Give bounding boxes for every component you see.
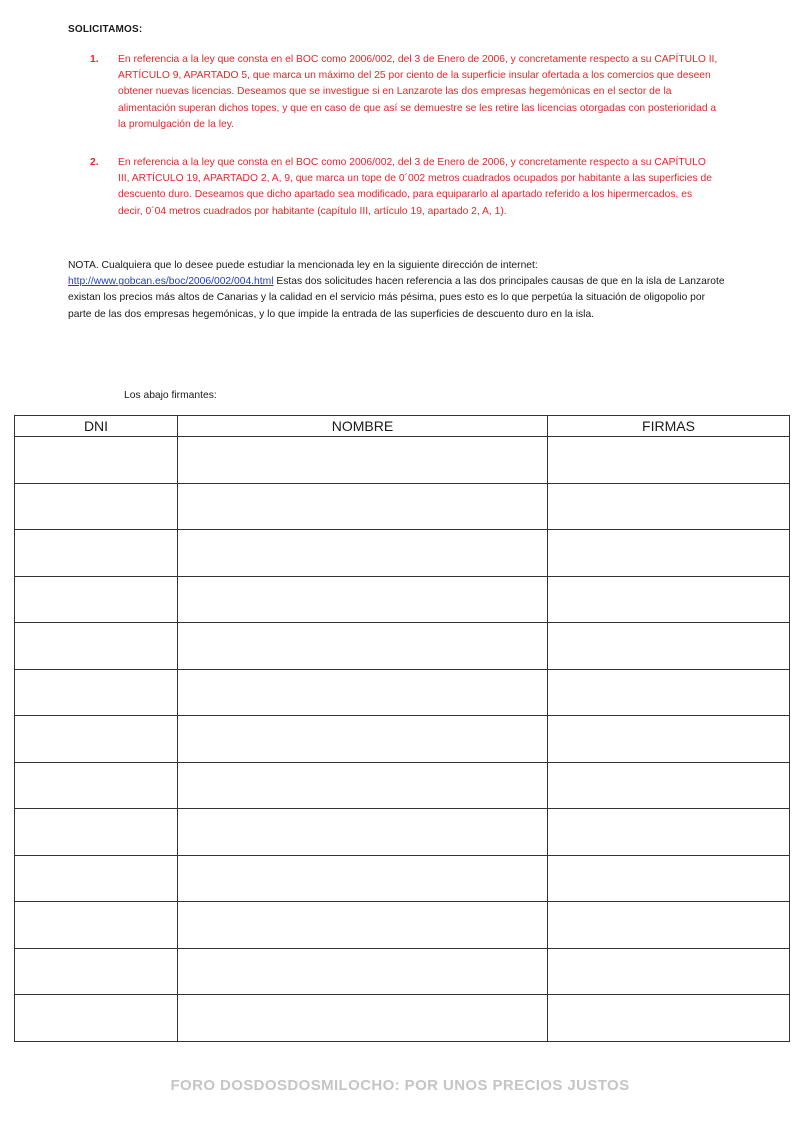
dni-cell[interactable] [15, 995, 178, 1042]
heading: SOLICITAMOS: [68, 24, 143, 35]
nombre-cell[interactable] [178, 995, 548, 1042]
firma-cell[interactable] [548, 576, 790, 623]
firma-cell[interactable] [548, 902, 790, 949]
nombre-cell[interactable] [178, 623, 548, 670]
dni-cell[interactable] [15, 855, 178, 902]
request-number: 1. [90, 54, 99, 65]
footer-watermark: FORO DOSDOSDOSMILOCHO: POR UNOS PRECIOS JUSTOS [170, 1077, 630, 1094]
dni-cell[interactable] [15, 716, 178, 763]
table-row [15, 995, 790, 1042]
table-row [15, 762, 790, 809]
dni-cell[interactable] [15, 483, 178, 530]
signature-table [14, 415, 790, 1042]
nombre-cell[interactable] [178, 762, 548, 809]
dni-cell[interactable] [15, 437, 178, 484]
dni-cell[interactable] [15, 809, 178, 856]
header-dni: DNI [15, 416, 178, 437]
nombre-cell[interactable] [178, 530, 548, 577]
header-nombre: NOMBRE [178, 416, 548, 437]
nombre-cell[interactable] [178, 716, 548, 763]
firma-cell[interactable] [548, 809, 790, 856]
signature-rows [15, 437, 790, 1042]
table-row [15, 576, 790, 623]
firma-cell[interactable] [548, 437, 790, 484]
nombre-cell[interactable] [178, 855, 548, 902]
dni-cell[interactable] [15, 948, 178, 995]
nombre-cell[interactable] [178, 483, 548, 530]
nombre-cell[interactable] [178, 437, 548, 484]
note-paragraph [68, 258, 728, 323]
firma-cell[interactable] [548, 530, 790, 577]
table-row [15, 855, 790, 902]
nombre-cell[interactable] [178, 902, 548, 949]
request-text: En referencia a la ley que consta en el BOC como 2006/002, del 3 de Enero de 2006, y concretamente respecto a su CAPÍTULO III, ARTÍCULO 19, APARTADO 2, A, 9, que marca un tope de 0´002 metros cuadrados ocupados por habitante a las superficies de descuento duro. Deseamos que dicho apartado sea modificado, para equipararlo al apartado referido a los hipermercados, es decir, 0´04 metros cuadrados por habitante (capítulo III, artículo 19, apartado 2, A, 1). [118, 157, 712, 217]
request-text: En referencia a la ley que consta en el BOC como 2006/002, del 3 de Enero de 2006, y concretamente respecto a su CAPÍTULO II, ARTÍCULO 9, APARTADO 5, que marca un máximo del 25 por ciento de la superficie insular ofertada a los comercios que deseen obtener nuevas licencias. Deseamos que se investigue si en Lanzarote las dos empresas hegemónicas en el sector de la alimentación superan dichos topes, y que en caso de que así se demuestre se les retire las licencias otorgadas con posterioridad a la promulgación de la ley. [118, 54, 718, 130]
dni-cell[interactable] [15, 669, 178, 716]
signers-label: Los abajo firmantes: [124, 390, 217, 401]
note-intro: NOTA. Cualquiera que lo desee puede estudiar la mencionada ley en la siguiente dirección de internet: [68, 260, 538, 271]
table-header-row [15, 416, 790, 437]
table-row [15, 530, 790, 577]
firma-cell[interactable] [548, 483, 790, 530]
nombre-cell[interactable] [178, 948, 548, 995]
firma-cell[interactable] [548, 995, 790, 1042]
firma-cell[interactable] [548, 716, 790, 763]
law-link[interactable]: http://www.gobcan.es/boc/2006/002/004.html [68, 276, 274, 288]
dni-cell[interactable] [15, 623, 178, 670]
dni-cell[interactable] [15, 530, 178, 577]
firma-cell[interactable] [548, 948, 790, 995]
table-row [15, 437, 790, 484]
header-firmas: FIRMAS [548, 416, 790, 437]
dni-cell[interactable] [15, 902, 178, 949]
table-row [15, 669, 790, 716]
nombre-cell[interactable] [178, 576, 548, 623]
table-row [15, 623, 790, 670]
table-row [15, 809, 790, 856]
firma-cell[interactable] [548, 623, 790, 670]
nombre-cell[interactable] [178, 669, 548, 716]
note-rest: Estas dos solicitudes hacen referencia a las dos principales causas de que en la isla de Lanzarote existan los precios más altos de Canarias y la calidad en el servicio más pésima, pues esto es lo que perpetúa la situación de oligopolio por parte de las dos empresas hegemónicas, y lo que impide la entrada de las superficies de descuento duro en la isla. [68, 276, 725, 320]
table-row [15, 902, 790, 949]
nombre-cell[interactable] [178, 809, 548, 856]
dni-cell[interactable] [15, 762, 178, 809]
table-row [15, 483, 790, 530]
firma-cell[interactable] [548, 669, 790, 716]
firma-cell[interactable] [548, 855, 790, 902]
request-number: 2. [90, 157, 99, 168]
dni-cell[interactable] [15, 576, 178, 623]
firma-cell[interactable] [548, 762, 790, 809]
table-row [15, 716, 790, 763]
table-row [15, 948, 790, 995]
